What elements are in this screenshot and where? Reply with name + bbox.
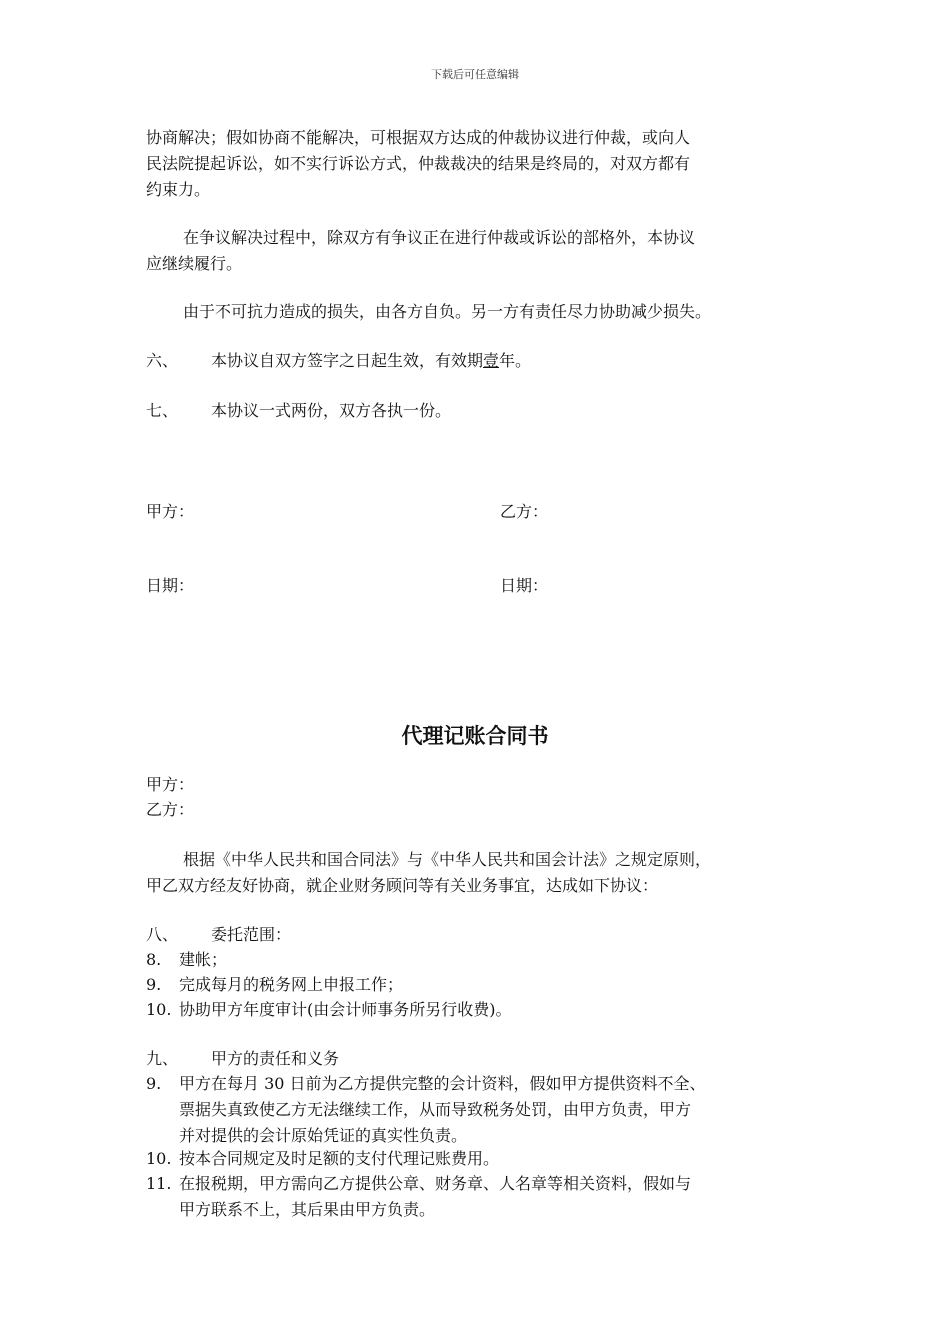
section-title: 委托范围： — [211, 925, 292, 944]
paragraph-line: 在争议解决过程中，除双方有争议正在进行仲裁或诉讼的部格外，本协议 — [183, 228, 696, 247]
document-title: 代理记账合同书 — [401, 724, 549, 748]
clause-number: 六、 — [146, 351, 179, 370]
paragraph-line: 协商解决；假如协商不能解决，可根据双方达成的仲裁协议进行仲裁，或向人 — [146, 128, 691, 147]
list-item: 8. 建帐； — [146, 950, 228, 969]
clause-number: 七、 — [146, 401, 179, 420]
clause-text: 本协议自双方签字之日起生效，有效期壹年。 — [211, 351, 532, 370]
section-title: 甲方的责任和义务 — [211, 1049, 340, 1068]
section-number: 八、 — [146, 925, 179, 944]
paragraph-line: 约束力。 — [146, 180, 211, 199]
party-b-label: 乙方： — [146, 800, 195, 819]
page-header: 下载后可任意编辑 — [431, 68, 519, 81]
signature-party-a: 甲方： — [146, 502, 195, 521]
signature-date-a: 日期： — [146, 576, 195, 595]
clause-text: 本协议一式两份，双方各执一份。 — [211, 401, 452, 420]
section-number: 九、 — [146, 1049, 179, 1068]
underlined-term: 壹 — [483, 351, 500, 370]
paragraph-line: 民法院提起诉讼，如不实行诉讼方式，仲裁裁决的结果是终局的，对双方都有 — [146, 154, 691, 173]
list-item: 10. 协助甲方年度审计(由会计师事务所另行收费)。 — [146, 1000, 512, 1019]
party-a-label: 甲方： — [146, 775, 195, 794]
intro-line: 根据《中华人民共和国合同法》与《中华人民共和国会计法》之规定原则， — [183, 850, 712, 869]
list-item: 11. 在报税期，甲方需向乙方提供公章、财务章、人名章等相关资料，假如与 甲方联系不上，其后果由甲方负责。 — [146, 1174, 692, 1219]
signature-date-b: 日期： — [500, 576, 549, 595]
list-item: 9. 完成每月的税务网上申报工作； — [146, 975, 404, 994]
paragraph-line: 由于不可抗力造成的损失，由各方自负。另一方有责任尽力协助减少损失。 — [183, 302, 712, 321]
intro-line: 甲乙双方经友好协商，就企业财务顾问等有关业务事宜，达成如下协议： — [146, 876, 659, 895]
paragraph-line: 应继续履行。 — [146, 254, 243, 273]
signature-party-b: 乙方： — [500, 502, 549, 521]
list-item: 9. 甲方在每月 30 日前为乙方提供完整的会计资料，假如甲方提供资料不全、 票据失真致使乙方无法继续工作，从而导致税务处罚，由甲方负责，甲方 并对提供的会计原始凭证的真实性负责。 — [146, 1074, 706, 1145]
list-item: 10. 按本合同规定及时足额的支付代理记账费用。 — [146, 1149, 500, 1168]
